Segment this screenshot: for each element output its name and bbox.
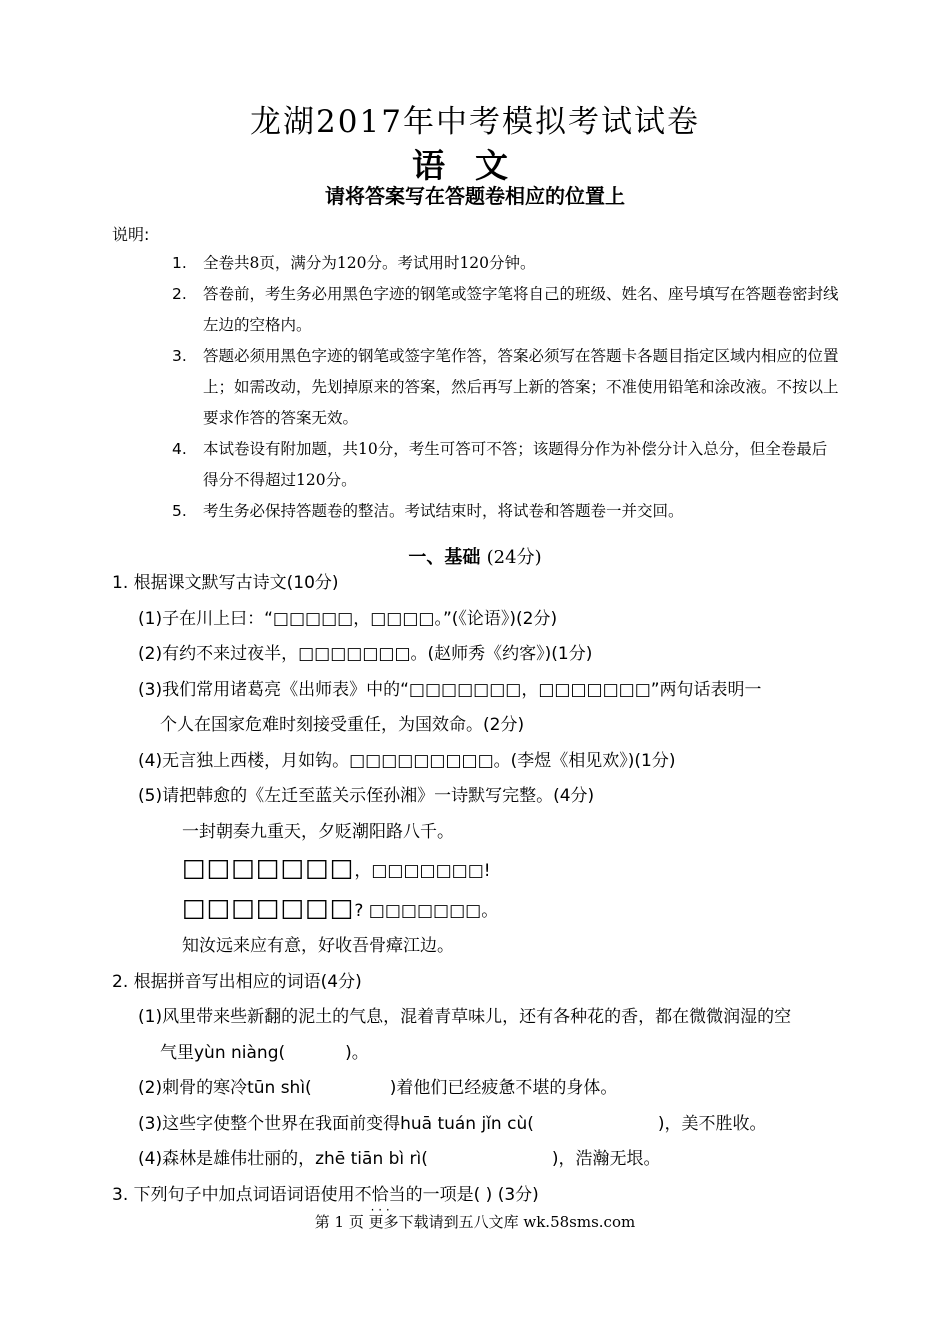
note-item bbox=[172, 248, 840, 279]
exam-title: 龙湖2017年中考模拟考试试卷 bbox=[250, 104, 700, 140]
notes-list bbox=[172, 248, 840, 527]
answer-boxes: □□□□□□□ bbox=[182, 892, 355, 922]
question-3-tail: 的一项是( ) (3分) bbox=[405, 1184, 539, 1205]
poem-line-1: 一封朝奏九重天，夕贬潮阳路八千。 bbox=[182, 821, 454, 842]
note-item bbox=[172, 496, 840, 527]
question-2-item-4 bbox=[112, 1142, 842, 1178]
note-item bbox=[172, 341, 840, 434]
question-2-item-3 bbox=[112, 1107, 842, 1143]
question-2-item-2 bbox=[112, 1071, 842, 1107]
question-2-title: 2. 根据拼音写出相应的词语(4分) bbox=[112, 971, 362, 992]
answer-boxes: □□□□□□□ bbox=[182, 853, 355, 882]
pinyin-prompt: (3)这些字使整个世界在我面前变得huā tuán jǐn cù( bbox=[138, 1113, 534, 1134]
emphasis-dots: · · · bbox=[370, 1202, 390, 1217]
question-1-item-3-line1: (3)我们常用诸葛亮《出师表》中的“□□□□□□□，□□□□□□□”两句话表明一 bbox=[138, 679, 762, 700]
question-1-item-3 bbox=[112, 673, 842, 744]
notes-label: 说明: bbox=[112, 225, 150, 244]
dotted-word: 不恰当 bbox=[354, 1184, 406, 1205]
note-number: 5. bbox=[172, 502, 187, 520]
question-1-item-2: (2)有约不来过夜半，□□□□□□□。(赵师秀《约客》)(1分) bbox=[138, 644, 593, 664]
question-2-item-1-line1: (1)风里带来些新翻的泥土的气息，混着青草味儿，还有各种花的香，都在微微润湿的空 bbox=[138, 1007, 792, 1027]
note-number: 3. bbox=[172, 347, 187, 365]
question-3-text: 3. 下列句子中加点词语词语使用 bbox=[112, 1184, 355, 1205]
question-1-item-1: (1)子在川上曰：“□□□□□，□□□□。”(《论语》)(2分) bbox=[138, 608, 558, 629]
poem-line-2 bbox=[112, 850, 842, 890]
question-2-item-1 bbox=[112, 1000, 842, 1071]
section-points: (24分) bbox=[486, 547, 542, 568]
note-text: 全卷共8页，满分为120分。考试用时120分钟。 bbox=[203, 254, 536, 272]
pinyin-prompt: (4)森林是雄伟壮丽的，zhē tiān bì rì( bbox=[138, 1149, 428, 1169]
emphasis-dotted-text bbox=[354, 1184, 406, 1217]
prompt-tail: )，浩瀚无垠。 bbox=[551, 1149, 661, 1169]
prompt-tail: )。 bbox=[345, 1042, 369, 1063]
note-number: 2. bbox=[172, 285, 187, 303]
section-title: 一、基础 bbox=[408, 547, 481, 568]
note-number: 4. bbox=[172, 440, 187, 458]
note-number: 1. bbox=[172, 254, 187, 272]
question-2-item-1-line2 bbox=[138, 1036, 842, 1072]
page-footer: 第 1 页 更多下载请到五八文库 wk.58sms.com bbox=[314, 1213, 636, 1231]
answer-instruction: 请将答案写在答题卷相应的位置上 bbox=[325, 184, 625, 208]
note-text: 答题必须用黑色字迹的钢笔或签字笔作答，答案必须写在答题卡各题目指定区域内相应的位置上；如需改动，先划掉原来的答案，然后再写上新的答案；不准使用铅笔和涂改液。不按以上要求作答的答案无效。 bbox=[203, 347, 839, 427]
note-text: 答卷前，考生务必用黑色字迹的钢笔或签字笔将自己的班级、姓名、座号填写在答题卷密封线左边的空格内。 bbox=[203, 285, 839, 334]
question-1-title: 1. 根据课文默写古诗文(10分) bbox=[112, 573, 339, 593]
question-1-item-4: (4)无言独上西楼，月如钩。□□□□□□□□□。(李煜《相见欢》)(1分) bbox=[138, 750, 676, 771]
pinyin-prompt: (2)刺骨的寒冷tūn shì( bbox=[138, 1078, 312, 1098]
question-3-title bbox=[112, 1178, 842, 1217]
question-1-item-5: (5)请把韩愈的《左迁至蓝关示侄孙湘》一诗默写完整。(4分) bbox=[138, 786, 595, 806]
question-1-item-3-line2: 个人在国家危难时刻接受重任，为国效命。(2分) bbox=[160, 715, 525, 735]
note-item bbox=[172, 434, 840, 496]
poem-line-2-rest: ，□□□□□□□! bbox=[354, 861, 491, 881]
subject-title: 语文 bbox=[412, 146, 538, 185]
note-text: 本试卷设有附加题，共10分，考生可答可不答；该题得分作为补偿分计入总分，但全卷最后得分不得超过120分。 bbox=[203, 440, 828, 489]
poem-line-3-rest: ? □□□□□□□。 bbox=[354, 900, 499, 921]
pinyin-prompt: 气里yùn niàng( bbox=[160, 1042, 286, 1063]
prompt-tail: )，美不胜收。 bbox=[657, 1113, 767, 1134]
note-text: 考生务必保持答题卷的整洁。考试结束时，将试卷和答题卷一并交回。 bbox=[203, 502, 684, 520]
poem-line-3 bbox=[112, 890, 842, 930]
note-item bbox=[172, 279, 840, 341]
questions-body bbox=[112, 566, 842, 1217]
prompt-tail: )着他们已经疲惫不堪的身体。 bbox=[389, 1078, 618, 1098]
poem-line-4: 知汝远来应有意，好收吾骨瘴江边。 bbox=[182, 936, 454, 956]
